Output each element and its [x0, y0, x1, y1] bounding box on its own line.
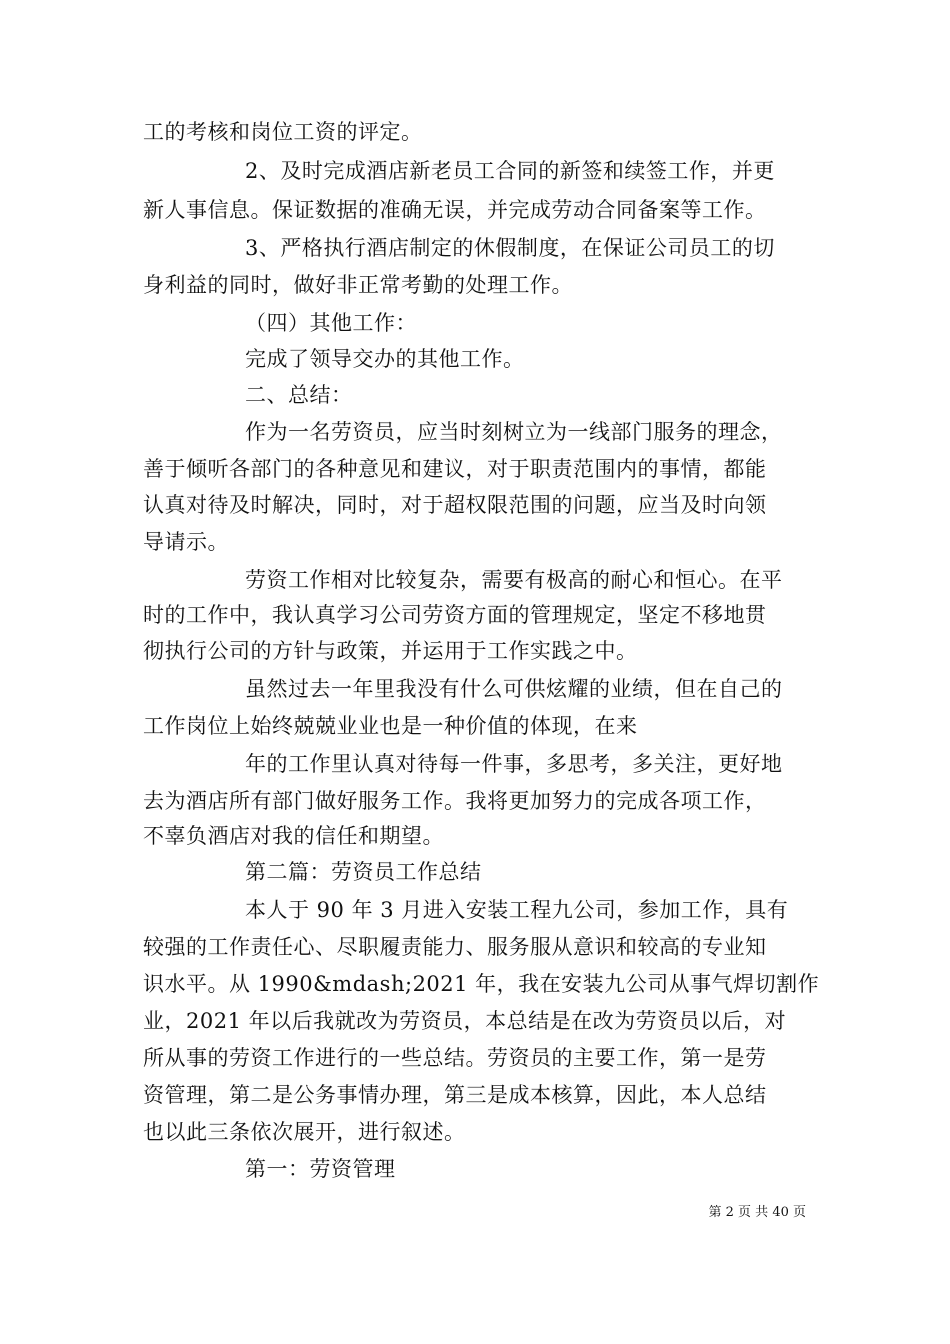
- text-line: 3、严格执行酒店制定的休假制度，在保证公司员工的切: [245, 236, 775, 260]
- text-line: 不辜负酒店对我的信任和期望。: [143, 824, 444, 848]
- text-line: 资管理，第二是公务事情办理，第三是成本核算，因此，本人总结: [143, 1083, 767, 1107]
- text-line: 时的工作中，我认真学习公司劳资方面的管理规定，坚定不移地贯: [143, 603, 767, 627]
- text-line: 认真对待及时解决，同时，对于超权限范围的问题，应当及时向领: [143, 493, 767, 517]
- text-line: 识水平。从 1990&mdash;2021 年，我在安装九公司从事气焊切割作: [143, 972, 820, 996]
- text-line: 劳资工作相对比较复杂，需要有极高的耐心和恒心。在平: [245, 568, 783, 592]
- text-line: 2、及时完成酒店新老员工合同的新签和续签工作，并更: [245, 159, 775, 183]
- text-line: 较强的工作责任心、尽职履责能力、服务服从意识和较高的专业知: [143, 935, 767, 959]
- text-line: 年的工作里认真对待每一件事，多思考，多关注，更好地: [245, 752, 783, 776]
- section-heading: 第一：劳资管理: [245, 1157, 396, 1181]
- section-heading: （四）其他工作：: [245, 311, 417, 335]
- text-line: 工的考核和岗位工资的评定。: [143, 120, 423, 144]
- text-line: 虽然过去一年里我没有什么可供炫耀的业绩，但在自己的: [245, 677, 783, 701]
- text-line: 完成了领导交办的其他工作。: [245, 347, 525, 371]
- text-line: 作为一名劳资员，应当时刻树立为一线部门服务的理念，: [245, 420, 783, 444]
- text-line: 彻执行公司的方针与政策，并运用于工作实践之中。: [143, 639, 638, 663]
- text-line: 去为酒店所有部门做好服务工作。我将更加努力的完成各项工作，: [143, 789, 767, 813]
- section-heading: 二、总结：: [245, 383, 353, 407]
- section-heading: 第二篇：劳资员工作总结: [245, 860, 482, 884]
- text-line: 工作岗位上始终兢兢业业也是一种价值的体现，在来: [143, 714, 638, 738]
- text-line: 新人事信息。保证数据的准确无误，并完成劳动合同备案等工作。: [143, 198, 767, 222]
- page-number: 第 2 页 共 40 页: [708, 1205, 806, 1220]
- text-line: 业，2021 年以后我就改为劳资员，本总结是在改为劳资员以后，对: [143, 1009, 787, 1033]
- text-line: 也以此三条依次展开，进行叙述。: [143, 1120, 466, 1144]
- text-line: 导请示。: [143, 530, 229, 554]
- text-line: 身利益的同时，做好非正常考勤的处理工作。: [143, 273, 573, 297]
- text-line: 善于倾听各部门的各种意见和建议，对于职责范围内的事情，都能: [143, 457, 767, 481]
- text-line: 本人于 90 年 3 月进入安装工程九公司，参加工作，具有: [245, 898, 789, 922]
- text-line: 所从事的劳资工作进行的一些总结。劳资员的主要工作，第一是劳: [143, 1046, 767, 1070]
